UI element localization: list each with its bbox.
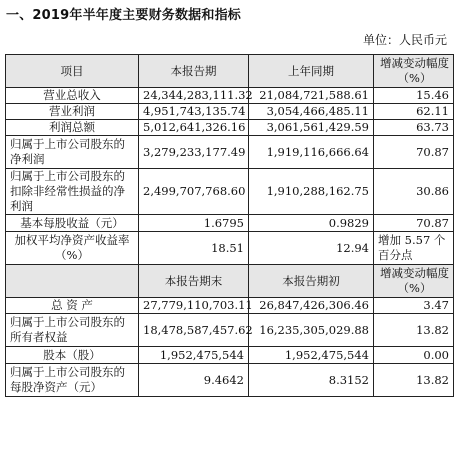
header-change: 增减变动幅度（%） [374, 55, 454, 88]
header-prior-period: 上年同期 [249, 55, 374, 88]
cell-prior: 1,919,116,666.64 [249, 136, 374, 169]
table-row [6, 120, 454, 136]
row-label: 总 资 产 [6, 298, 139, 314]
table-row [6, 347, 454, 364]
row-label: 归属于上市公司股东的扣除非经常性损益的净利润 [6, 169, 139, 215]
cell-current: 18.51 [139, 232, 249, 265]
header-period-start: 本报告期初 [249, 265, 374, 298]
table-row [6, 104, 454, 120]
header-item: 项目 [6, 55, 139, 88]
cell-prior: 12.94 [249, 232, 374, 265]
cell-prior: 1,910,288,162.75 [249, 169, 374, 215]
cell-change: 3.47 [374, 298, 454, 314]
cell-current: 1.6795 [139, 215, 249, 232]
cell-change: 13.82 [374, 314, 454, 347]
cell-prior: 0.9829 [249, 215, 374, 232]
cell-current: 2,499,707,768.60 [139, 169, 249, 215]
table-header-row [6, 265, 454, 298]
cell-current: 4,951,743,135.74 [139, 104, 249, 120]
table-row [6, 364, 454, 397]
row-label: 归属于上市公司股东的所有者权益 [6, 314, 139, 347]
cell-current: 5,012,641,326.16 [139, 120, 249, 136]
cell-current: 1,952,475,544 [139, 347, 249, 364]
table-header-row [6, 55, 454, 88]
cell-prior: 1,952,475,544 [249, 347, 374, 364]
table-row [6, 88, 454, 104]
table-row [6, 232, 454, 265]
cell-change: 15.46 [374, 88, 454, 104]
cell-change: 30.86 [374, 169, 454, 215]
cell-prior: 8.3152 [249, 364, 374, 397]
row-label: 归属于上市公司股东的每股净资产（元） [6, 364, 139, 397]
cell-change: 62.11 [374, 104, 454, 120]
table-row [6, 215, 454, 232]
cell-change: 70.87 [374, 215, 454, 232]
cell-prior: 21,084,721,588.61 [249, 88, 374, 104]
section-title: 一、2019年半年度主要财务数据和指标 [6, 8, 241, 23]
cell-current: 9.4642 [139, 364, 249, 397]
header-item-empty [6, 265, 139, 298]
row-label: 营业利润 [6, 104, 139, 120]
row-label: 营业总收入 [6, 88, 139, 104]
cell-change: 63.73 [374, 120, 454, 136]
cell-prior: 16,235,305,029.88 [249, 314, 374, 347]
cell-prior: 3,054,466,485.11 [249, 104, 374, 120]
cell-change: 增加 5.57 个百分点 [374, 232, 454, 265]
row-label: 加权平均净资产收益率（%） [6, 232, 139, 265]
row-label: 股本（股） [6, 347, 139, 364]
cell-prior: 3,061,561,429.59 [249, 120, 374, 136]
row-label: 利润总额 [6, 120, 139, 136]
table-row [6, 136, 454, 169]
header-period-end: 本报告期末 [139, 265, 249, 298]
row-label: 归属于上市公司股东的净利润 [6, 136, 139, 169]
cell-current: 3,279,233,177.49 [139, 136, 249, 169]
table-row [6, 298, 454, 314]
header-change: 增减变动幅度（%） [374, 265, 454, 298]
unit-label: 单位：人民币元 [362, 33, 447, 47]
cell-change: 70.87 [374, 136, 454, 169]
table-row [6, 169, 454, 215]
cell-change: 0.00 [374, 347, 454, 364]
cell-current: 24,344,283,111.32 [139, 88, 249, 104]
table-row [6, 314, 454, 347]
financial-data-table [5, 54, 454, 397]
cell-change: 13.82 [374, 364, 454, 397]
cell-prior: 26,847,426,306.46 [249, 298, 374, 314]
cell-current: 27,779,110,703.11 [139, 298, 249, 314]
row-label: 基本每股收益（元） [6, 215, 139, 232]
header-current-period: 本报告期 [139, 55, 249, 88]
cell-current: 18,478,587,457.62 [139, 314, 249, 347]
